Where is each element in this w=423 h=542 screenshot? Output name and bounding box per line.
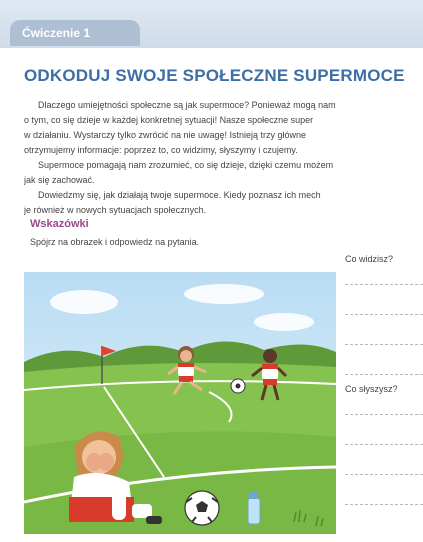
hints-instruction: Spójrz na obrazek i odpowiedz na pytania.: [30, 237, 200, 247]
intro-line: w działaniu. Wystarczy tylko zwrócić na nie uwagę! Istnieją trzy główne: [24, 130, 307, 140]
intro-line: Dlaczego umiejętności społeczne są jak supermoce? Ponieważ mogą nam: [38, 100, 336, 110]
question-what-do-you-see: Co widzisz?: [345, 254, 394, 264]
answer-line[interactable]: [345, 444, 423, 445]
soccer-ball-icon: [185, 491, 219, 525]
exercise-tab: Ćwiczenie 1: [10, 20, 140, 46]
intro-paragraph-1: [24, 98, 423, 158]
answer-line[interactable]: [345, 374, 423, 375]
intro-line: otrzymujemy informacje: poprzez to, co widzimy, słyszymy i czujemy.: [24, 145, 298, 155]
question-what-do-you-hear: Co słyszysz?: [345, 384, 398, 394]
intro-paragraph-2: [24, 158, 423, 188]
answer-line[interactable]: [345, 284, 423, 285]
intro-line: Dowiedzmy się, jak działają twoje supermoce. Kiedy poznasz ich mech: [38, 190, 321, 200]
answer-line[interactable]: [345, 504, 423, 505]
answer-line[interactable]: [345, 344, 423, 345]
football-illustration: [24, 272, 336, 534]
intro-line: o tym, co się dzieje w każdej konkretnej sytuacji! Nasze społeczne super: [24, 115, 314, 125]
intro-line: jak się zachować.: [24, 175, 95, 185]
page-title: ODKODUJ SWOJE SPOŁECZNE SUPERMOCE: [24, 66, 405, 85]
intro-line: je również w nowych sytuacjach społecznych.: [24, 205, 207, 215]
answer-line[interactable]: [345, 414, 423, 415]
hints-heading: Wskazówki: [30, 218, 89, 230]
football-scene-image: [24, 272, 336, 534]
answer-line[interactable]: [345, 474, 423, 475]
intro-line: Supermoce pomagają nam zrozumieć, co się dzieje, dzięki czemu możem: [38, 160, 334, 170]
intro-paragraph-3: [24, 188, 423, 218]
soccer-ball-icon: [231, 379, 245, 393]
answer-line[interactable]: [345, 314, 423, 315]
